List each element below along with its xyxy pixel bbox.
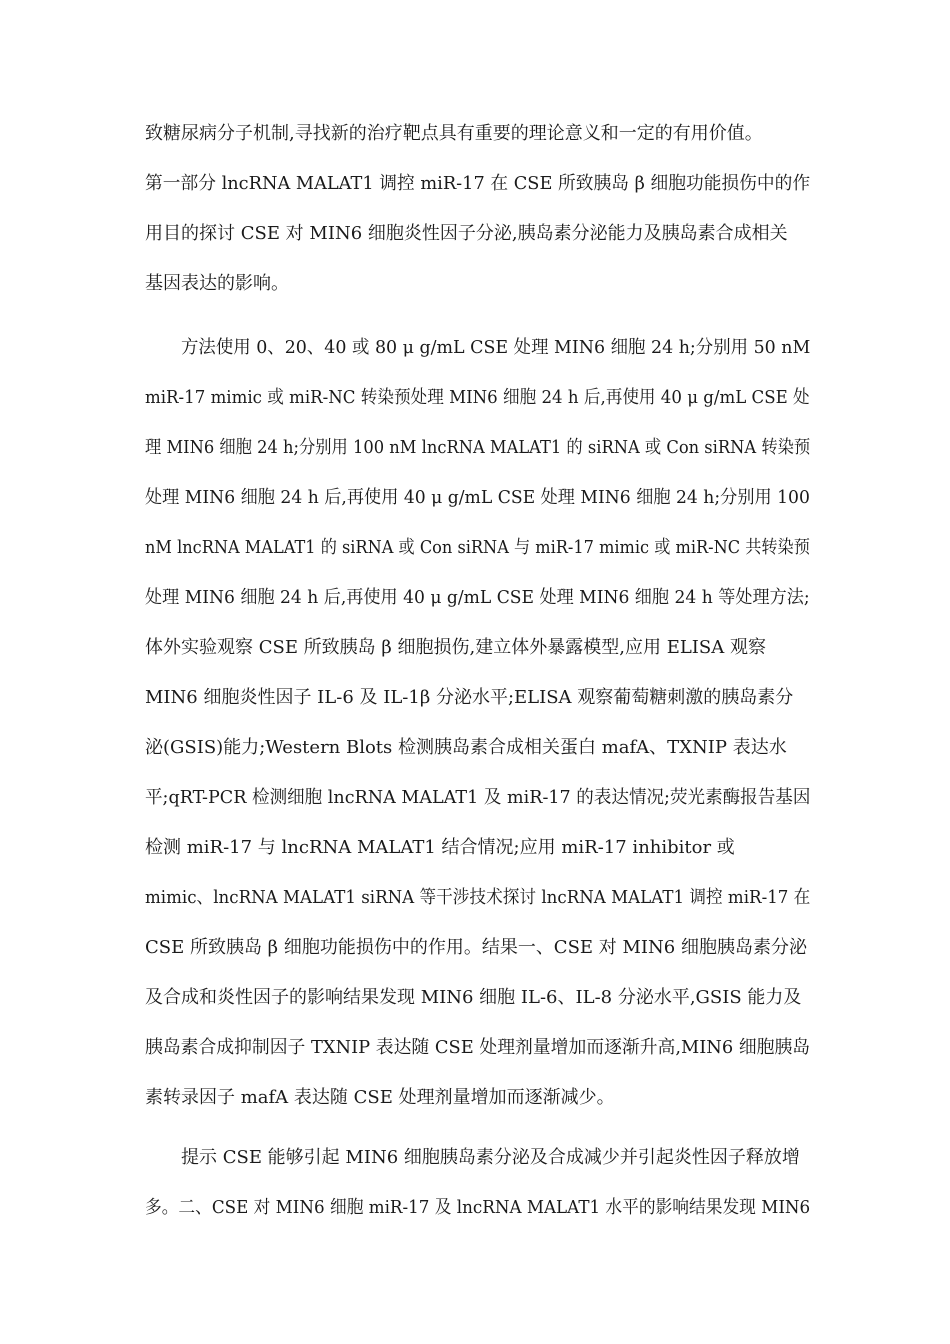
text-line-1: 致糖尿病分子机制,寻找新的治疗靶点具有重要的理论意义和一定的有用价值。: [145, 123, 763, 144]
text-line-19: 胰岛素合成抑制因子 TXNIP 表达随 CSE 处理剂量增加而逐渐升高,MIN6 细胞胰岛: [145, 1037, 811, 1058]
text-line-4: 基因表达的影响。: [145, 273, 289, 294]
text-line-2: 第一部分 lncRNA MALAT1 调控 miR-17 在 CSE 所致胰岛 β 细胞功能损伤中的作: [145, 173, 811, 194]
text-line-15: 检测 miR-17 与 lncRNA MALAT1 结合情况;应用 miR-17 inhibitor 或: [145, 837, 735, 858]
text-line-9: nM lncRNA MALAT1 的 siRNA 或 Con siRNA 与 miR-17 mimic 或 miR-NC 共转染预: [145, 537, 810, 558]
text-line-3: 用目的探讨 CSE 对 MIN6 细胞炎性因子分泌,胰岛素分泌能力及胰岛素合成相关: [145, 223, 788, 244]
text-line-17: CSE 所致胰岛 β 细胞功能损伤中的作用。结果一、CSE 对 MIN6 细胞胰岛素分泌: [145, 937, 807, 958]
text-line-11: 体外实验观察 CSE 所致胰岛 β 细胞损伤,建立体外暴露模型,应用 ELISA 观察: [145, 637, 766, 658]
text-line-10: 处理 MIN6 细胞 24 h 后,再使用 40 μ g/mL CSE 处理 MIN6 细胞 24 h 等处理方法;: [145, 587, 810, 608]
text-line-16: mimic、lncRNA MALAT1 siRNA 等干涉技术探讨 lncRNA MALAT1 调控 miR-17 在: [145, 887, 811, 908]
text-line-20: 素转录因子 mafA 表达随 CSE 处理剂量增加而逐渐减少。: [145, 1087, 615, 1108]
text-line-12: MIN6 细胞炎性因子 IL-6 及 IL-1β 分泌水平;ELISA 观察葡萄糖刺激的胰岛素分: [145, 687, 794, 708]
text-line-5: 方法使用 0、20、40 或 80 μ g/mL CSE 处理 MIN6 细胞 24 h;分别用 50 nM: [181, 337, 811, 358]
text-line-14: 平;qRT-PCR 检测细胞 lncRNA MALAT1 及 miR-17 的表达情况;荧光素酶报告基因: [145, 787, 811, 808]
text-line-8: 处理 MIN6 细胞 24 h 后,再使用 40 μ g/mL CSE 处理 MIN6 细胞 24 h;分别用 100: [145, 487, 810, 508]
text-line-13: 泌(GSIS)能力;Western Blots 检测胰岛素合成相关蛋白 mafA、TXNIP 表达水: [145, 737, 787, 758]
text-line-18: 及合成和炎性因子的影响结果发现 MIN6 细胞 IL-6、IL-8 分泌水平,GSIS 能力及: [145, 987, 802, 1008]
text-line-6: miR-17 mimic 或 miR-NC 转染预处理 MIN6 细胞 24 h 后,再使用 40 μ g/mL CSE 处: [145, 387, 810, 408]
text-line-21: 提示 CSE 能够引起 MIN6 细胞胰岛素分泌及合成减少并引起炎性因子释放增: [181, 1147, 800, 1168]
text-line-22: 多。二、CSE 对 MIN6 细胞 miR-17 及 lncRNA MALAT1 水平的影响结果发现 MIN6: [145, 1197, 811, 1218]
text-line-7: 理 MIN6 细胞 24 h;分别用 100 nM lncRNA MALAT1 的 siRNA 或 Con siRNA 转染预: [145, 437, 811, 458]
